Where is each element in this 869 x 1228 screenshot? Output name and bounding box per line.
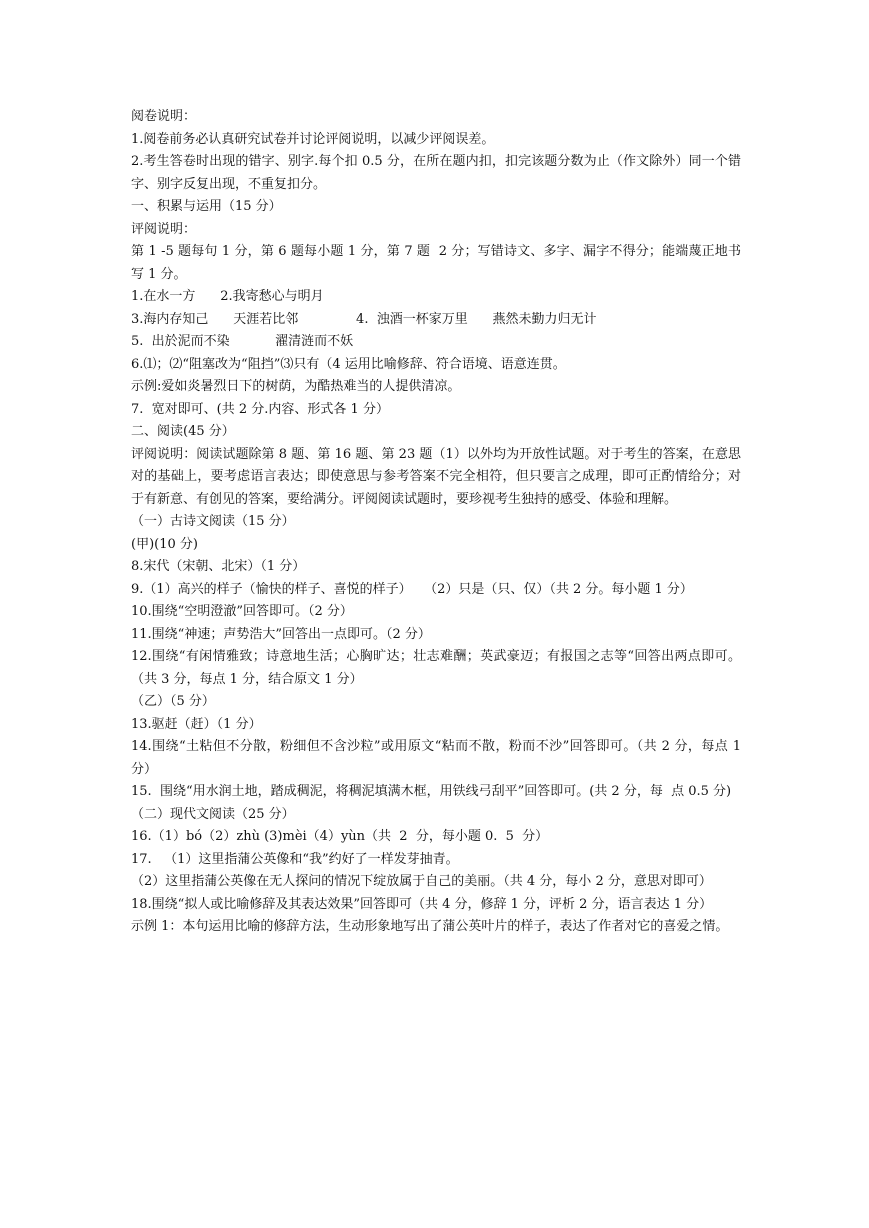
grading-note-2: 2.考生答卷时出现的错字、别字.每个扣 0.5 分，在所在题内扣，扣完该题分数为止（作文除外）同一个错字、别字反复出现，不重复扣分。 — [131, 154, 741, 192]
subsection-modern: （二）现代文阅读（25 分） — [131, 806, 295, 822]
answer-18-example: 示例 1：本句运用比喻的修辞方法，生动形象地写出了蒲公英叶片的样子，表达了作者对它的喜爱之情。 — [131, 919, 729, 934]
section-heading-2: 二、阅读(45 分） — [131, 424, 235, 439]
answer-8: 8.宋代（宋朝、北宋）（1 分） — [131, 559, 306, 574]
answer-3-4: 3.海内存知己 天涯若比邻 4. 浊酒一杯家万里 燕然未勤力归无计 — [131, 311, 597, 327]
answer-9: 9.（1）高兴的样子（愉快的样子、喜悦的样子） （2）只是（只、仅）（共 2 分。每小题 1 分） — [131, 581, 693, 597]
section-1-scoring: 第 1 -5 题每句 1 分，第 6 题每小题 1 分，第 7 题 2 分；写错诗文、多字、漏字不得分；能端蔑正地书写 1 分。 — [131, 244, 741, 282]
answer-6: 6.⑴；⑵“阻塞改为“阻挡”⑶只有（4 运用比喻修辞、符合语境、语意连贯。 — [131, 356, 566, 372]
answer-17-1: 17. （1）这里指蒲公英像和“我”约好了一样发芽抽青。 — [131, 851, 459, 867]
answer-14: 14.围绕“土粘但不分散，粉细但不含沙粒”或用原文“粘而不散，粉而不沙”回答即可。（共 2 分，每点 1 分） — [131, 739, 746, 777]
answer-12: 12.围绕“有闲情雅致；诗意地生活；心胸旷达；壮志难酬；英武豪迈；有报国之志等“回答出两点即可。（共 3 分，每点 1 分，结合原文 1 分） — [131, 649, 741, 687]
section-heading-1: 一、积累与运用（15 分） — [131, 199, 282, 214]
subsection-classical: （一）古诗文阅读（15 分） — [131, 514, 295, 529]
sub-heading-notes: 评阅说明： — [131, 221, 197, 237]
answer-15: 15. 围绕“用水润土地，踏成稠泥，将稠泥填满木框，用铁线弓刮平”回答即可。(共 2 分，每 点 0.5 分) — [131, 784, 732, 799]
answer-16: 16.（1）bó（2）zhù (3)mèi（4）yùn（共 2 分，每小题 0. 5 分） — [131, 829, 549, 844]
heading-grading-notes: 阅卷说明： — [131, 109, 197, 124]
part-jia: (甲)(10 分) — [131, 536, 198, 552]
answer-13: 13.驱赶（赶）（1 分） — [131, 716, 262, 732]
document-body — [131, 106, 746, 939]
answer-7: 7. 宽对即可、(共 2 分.内容、形式各 1 分） — [131, 401, 389, 417]
answer-1-2: 1.在水一方 2.我寄愁心与明月 — [131, 289, 324, 304]
grading-note-1: 1.阅卷前务必认真研究试卷并讨论评阅说明，以减少评阅误差。 — [131, 131, 495, 147]
answer-10: 10.围绕“空明澄澈”回答即可。（2 分） — [131, 604, 353, 619]
answer-17-2: （2）这里指蒲公英像在无人探问的情况下绽放属于自己的美丽。（共 4 分，每小 2 分，意思对即可） — [131, 874, 712, 889]
answer-18: 18.围绕“拟人或比喻修辞及其表达效果”回答即可（共 4 分，修辞 1 分，评析 2 分，语言表达 1 分） — [131, 896, 713, 912]
answer-5: 5. 出於泥而不染 濯清涟而不妖 — [131, 334, 354, 349]
answer-6-example: 示例:爱如炎暑烈日下的树荫，为酷热难当的人提供清凉。 — [131, 379, 461, 394]
section-2-scoring: 评阅说明：阅读试题除第 8 题、第 16 题、第 23 题（1）以外均为开放性试题。对于考生的答案，在意思对的基础上，要考虑语言表达；即使意思与参考答案不完全相符，但只要言之成理，即可正酌情给分；对于有新意、有创见的答案，要给满分。评阅阅读试题时，要珍视考生独持的感受、体验和理解。 — [131, 446, 741, 507]
part-yi: （乙）（5 分） — [131, 694, 215, 709]
answer-11: 11.围绕“神速；声势浩大”回答出一点即可。（2 分） — [131, 626, 431, 642]
